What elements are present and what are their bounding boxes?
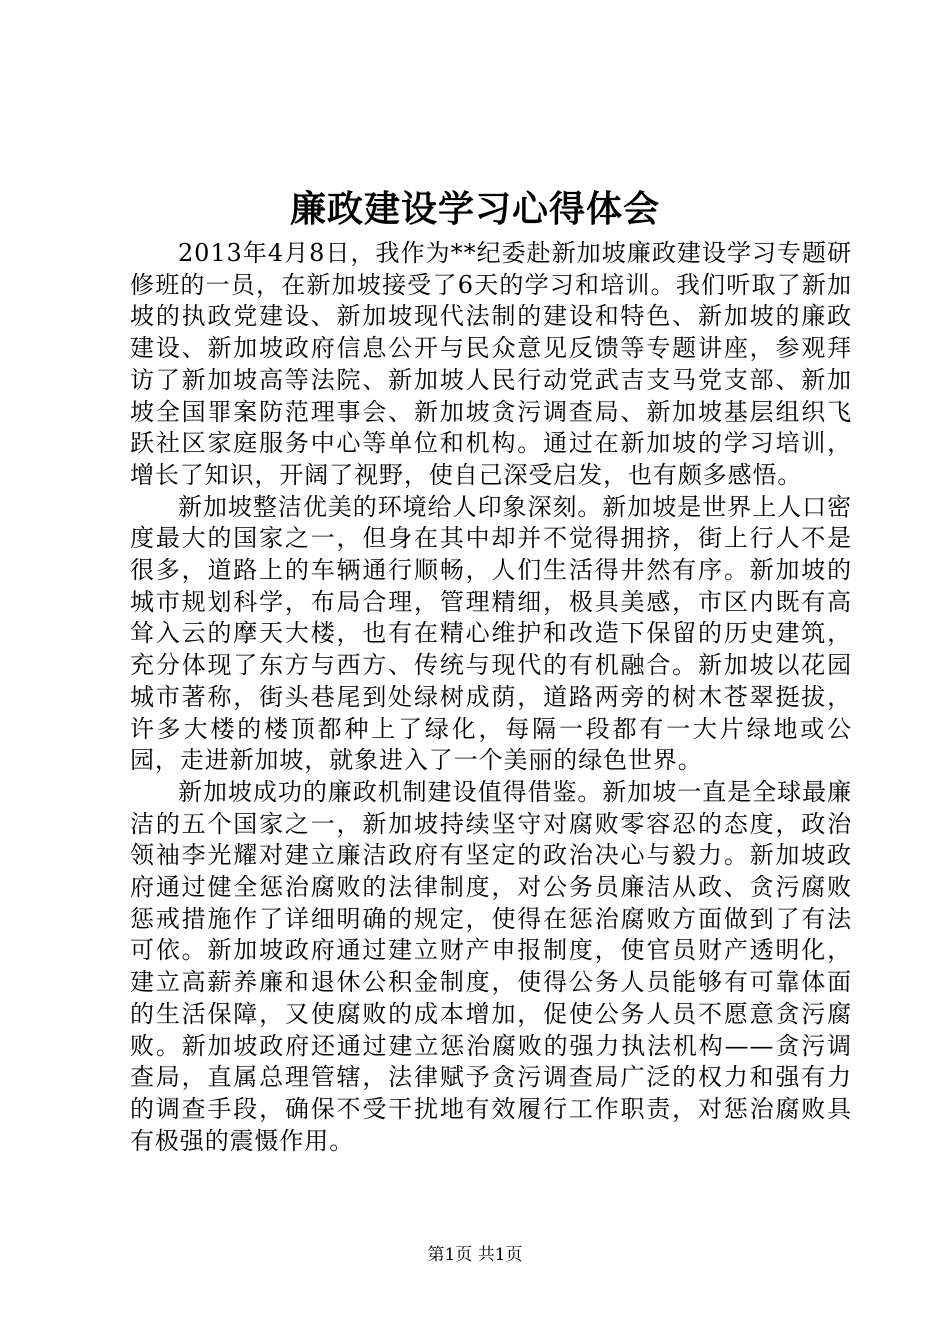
paragraph-2: 新加坡整洁优美的环境给人印象深刻。新加坡是世界上人口密度最大的国家之一，但身在其中却并不觉得拥挤，街上行人不是很多，道路上的车辆通行顺畅，人们生活得井然有序。新加坡的城市规划科学，布局合理，管理精细，极具美感，市区内既有高耸入云的摩天大楼，也有在精心维护和改造下保留的历史建筑，充分体现了东方与西方、传统与现代的有机融合。新加坡以花园城市著称，街头巷尾到处绿树成荫，道路两旁的树木苍翠挺拔，许多大楼的楼顶都种上了绿化，每隔一段都有一大片绿地或公园，走进新加坡，就象进入了一个美丽的绿色世界。 bbox=[130, 492, 852, 775]
document-body bbox=[130, 238, 852, 1157]
paragraph-3: 新加坡成功的廉政机制建设值得借鉴。新加坡一直是全球最廉洁的五个国家之一，新加坡持续坚守对腐败零容忍的态度，政治领袖李光耀对建立廉洁政府有坚定的政治决心与毅力。新加坡政府通过健全惩治腐败的法律制度，对公务员廉洁从政、贪污腐败惩戒措施作了详细明确的规定，使得在惩治腐败方面做到了有法可依。新加坡政府通过建立财产申报制度，使官员财产透明化，建立高薪养廉和退休公积金制度，使得公务人员能够有可靠体面的生活保障，又使腐败的成本增加，促使公务人员不愿意贪污腐败。新加坡政府还通过建立惩治腐败的强力执法机构——贪污调查局，直属总理管辖，法律赋予贪污调查局广泛的权力和强有力的调查手段，确保不受干扰地有效履行工作职责，对惩治腐败具有极强的震慑作用。 bbox=[130, 777, 852, 1155]
page-footer: 第1页 共1页 bbox=[427, 1245, 523, 1265]
paragraph-1: 2013年4月8日，我作为**纪委赴新加坡廉政建设学习专题研修班的一员，在新加坡接受了6天的学习和培训。我们听取了新加坡的执政党建设、新加坡现代法制的建设和特色、新加坡的廉政建设、新加坡政府信息公开与民众意见反馈等专题讲座，参观拜访了新加坡高等法院、新加坡人民行动党武吉支马党支部、新加坡全国罪案防范理事会、新加坡贪污调查局、新加坡基层组织飞跃社区家庭服务中心等单位和机构。通过在新加坡的学习培训，增长了知识，开阔了视野，使自己深受启发，也有颇多感悟。 bbox=[130, 239, 852, 489]
document-title: 廉政建设学习心得体会 bbox=[289, 188, 660, 230]
